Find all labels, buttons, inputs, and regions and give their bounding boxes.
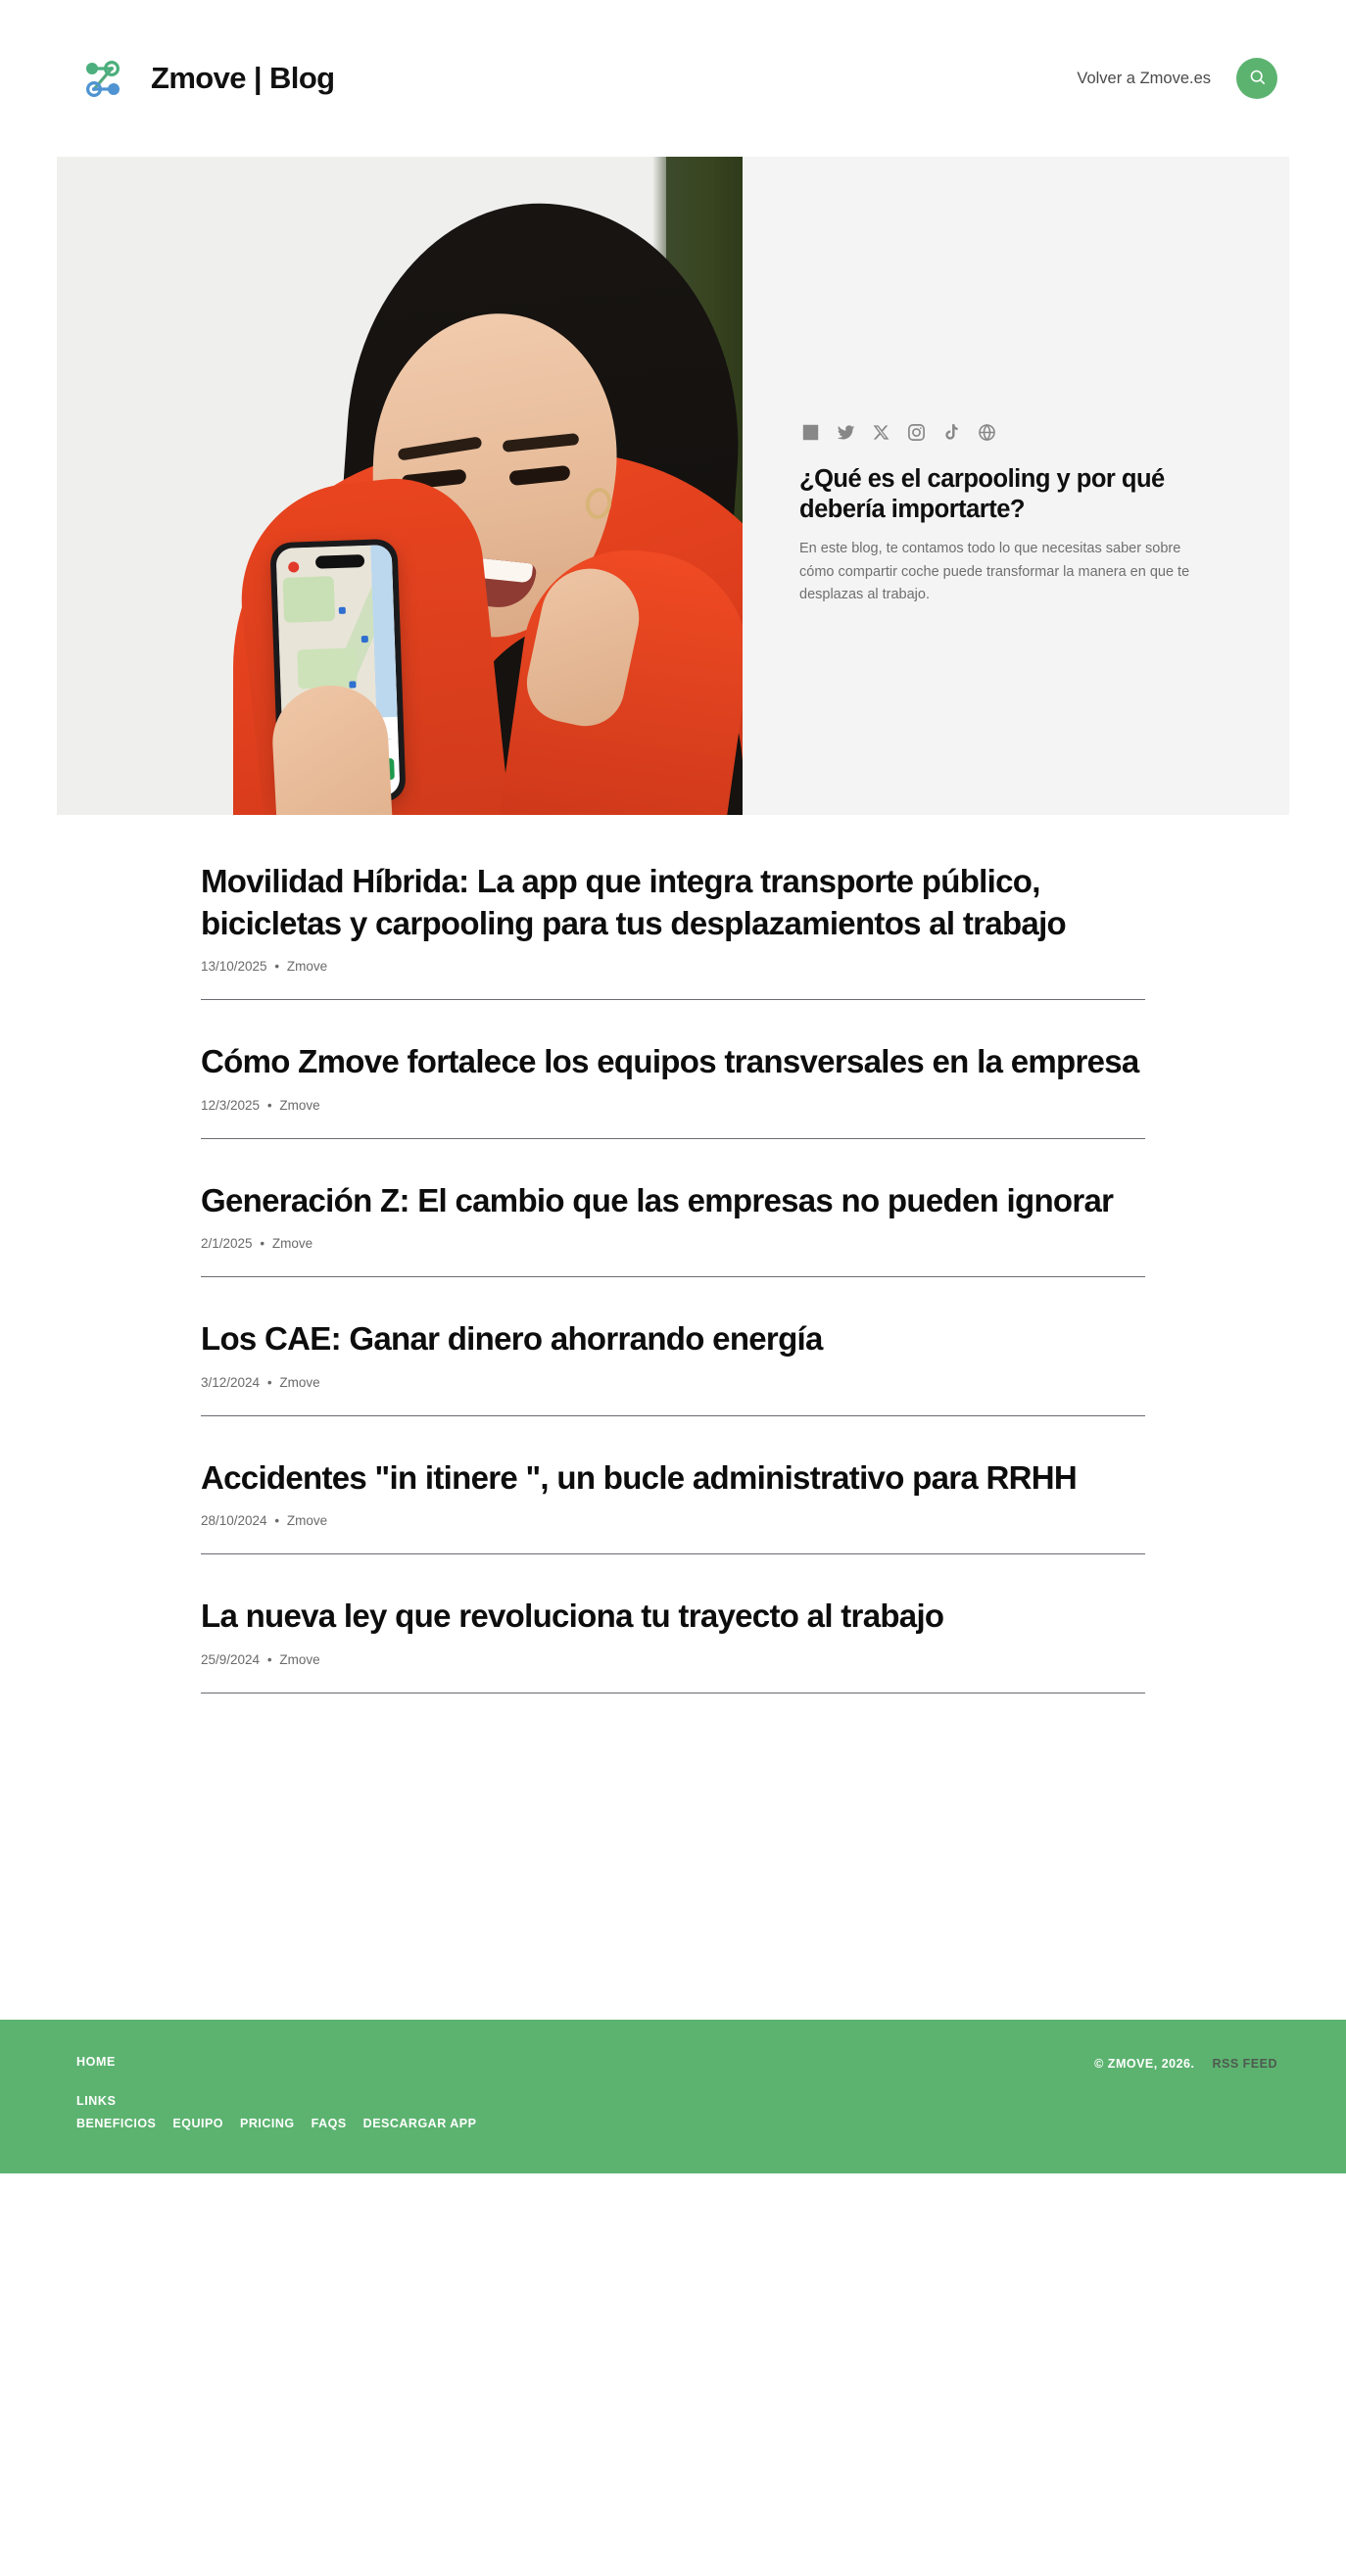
post-author: Zmove: [279, 1374, 320, 1390]
post-date: 12/3/2025: [201, 1097, 261, 1113]
post-title[interactable]: Movilidad Híbrida: La app que integra transporte público, bicicletas y carpooling para tus desplazamientos al trabajo: [201, 863, 1066, 941]
footer-link-beneficios[interactable]: BENEFICIOS: [76, 2116, 157, 2130]
post-meta: [201, 959, 1145, 974]
featured-post-hero[interactable]: [57, 157, 1289, 815]
post-item[interactable]: [201, 1180, 1145, 1278]
brand-logo-link[interactable]: [76, 52, 335, 105]
footer-link-descargar-app[interactable]: DESCARGAR APP: [362, 2116, 477, 2130]
meta-separator: •: [260, 1236, 265, 1252]
post-item[interactable]: [201, 861, 1145, 1000]
footer-copyright: © ZMOVE, 2026.: [1094, 2056, 1195, 2071]
meta-separator: •: [274, 1513, 280, 1529]
globe-icon[interactable]: [976, 421, 997, 443]
footer-rss-link[interactable]: RSS FEED: [1212, 2056, 1277, 2071]
meta-separator: •: [274, 959, 280, 975]
brand-title: Zmove | Blog: [151, 61, 335, 95]
post-title[interactable]: Accidentes "in itinere ", un bucle administrativo para RRHH: [201, 1458, 1078, 1496]
meta-separator: •: [266, 1374, 272, 1390]
footer-nav: [76, 2117, 1277, 2130]
post-meta: [201, 1098, 1145, 1113]
tiktok-icon[interactable]: [940, 421, 962, 443]
twitter-bird-icon[interactable]: [835, 421, 856, 443]
footer-top-row: [76, 2055, 1277, 2071]
post-item[interactable]: [201, 1318, 1145, 1416]
post-title[interactable]: Generación Z: El cambio que las empresas no pueden ignorar: [201, 1181, 1114, 1218]
hero-title: ¿Qué es el carpooling y por qué debería importarte?: [799, 465, 1165, 524]
post-item[interactable]: [201, 1457, 1145, 1555]
post-meta: [201, 1236, 1145, 1251]
hero-photo-illustration: [57, 157, 743, 815]
content-bottom-spacer: [0, 1693, 1346, 2020]
hero-image: [57, 157, 743, 815]
search-icon: [1248, 68, 1267, 89]
footer-link-pricing[interactable]: PRICING: [240, 2116, 295, 2130]
instagram-icon[interactable]: [905, 421, 927, 443]
x-icon[interactable]: [870, 421, 891, 443]
site-header: [0, 0, 1346, 157]
hero-text-panel: [743, 157, 1289, 815]
map-pin-icon: [288, 561, 299, 572]
post-item[interactable]: [201, 1041, 1145, 1139]
back-to-site-link[interactable]: Volver a Zmove.es: [1077, 69, 1211, 87]
footer-link-equipo[interactable]: EQUIPO: [172, 2116, 224, 2130]
zmove-network-logo-icon: [76, 52, 129, 105]
post-author: Zmove: [286, 959, 328, 975]
meta-separator: •: [266, 1097, 272, 1113]
map-marker: [361, 636, 368, 643]
post-author: Zmove: [279, 1097, 320, 1113]
post-date: 25/9/2024: [201, 1651, 261, 1667]
post-meta: [201, 1375, 1145, 1390]
post-author: Zmove: [271, 1236, 313, 1252]
footer-copyright-row: [1094, 2055, 1277, 2071]
photo-phone-notch: [315, 554, 364, 569]
post-date: 3/12/2024: [201, 1374, 261, 1390]
map-marker: [339, 607, 346, 614]
footer-link-faqs[interactable]: FAQS: [311, 2116, 347, 2130]
post-date: 2/1/2025: [201, 1236, 253, 1252]
meta-separator: •: [266, 1651, 272, 1667]
footer-links-block: [76, 2094, 1277, 2130]
site-footer: [0, 2020, 1346, 2173]
post-author: Zmove: [279, 1651, 320, 1667]
linkedin-icon[interactable]: [799, 421, 821, 443]
post-date: 28/10/2024: [201, 1513, 267, 1529]
social-links: [799, 421, 1225, 443]
post-date: 13/10/2025: [201, 959, 267, 975]
footer-home-link[interactable]: HOME: [76, 2054, 116, 2069]
header-actions: [1077, 58, 1277, 99]
map-marker: [349, 681, 356, 688]
post-title[interactable]: Los CAE: Ganar dinero ahorrando energía: [201, 1320, 823, 1358]
post-item[interactable]: [201, 1596, 1145, 1693]
post-title[interactable]: La nueva ley que revoluciona tu trayecto al trabajo: [201, 1598, 944, 1635]
hero-description: En este blog, te contamos todo lo que necesitas saber sobre cómo compartir coche puede transformar la manera en que te desplazas al trabajo.: [799, 541, 1190, 603]
post-title[interactable]: Cómo Zmove fortalece los equipos transversales en la empresa: [201, 1043, 1139, 1080]
post-meta: [201, 1652, 1145, 1667]
footer-links-heading: LINKS: [76, 2093, 117, 2108]
post-author: Zmove: [286, 1513, 328, 1529]
post-meta: [201, 1513, 1145, 1528]
post-list: [0, 815, 1346, 1693]
search-button[interactable]: [1236, 58, 1277, 99]
